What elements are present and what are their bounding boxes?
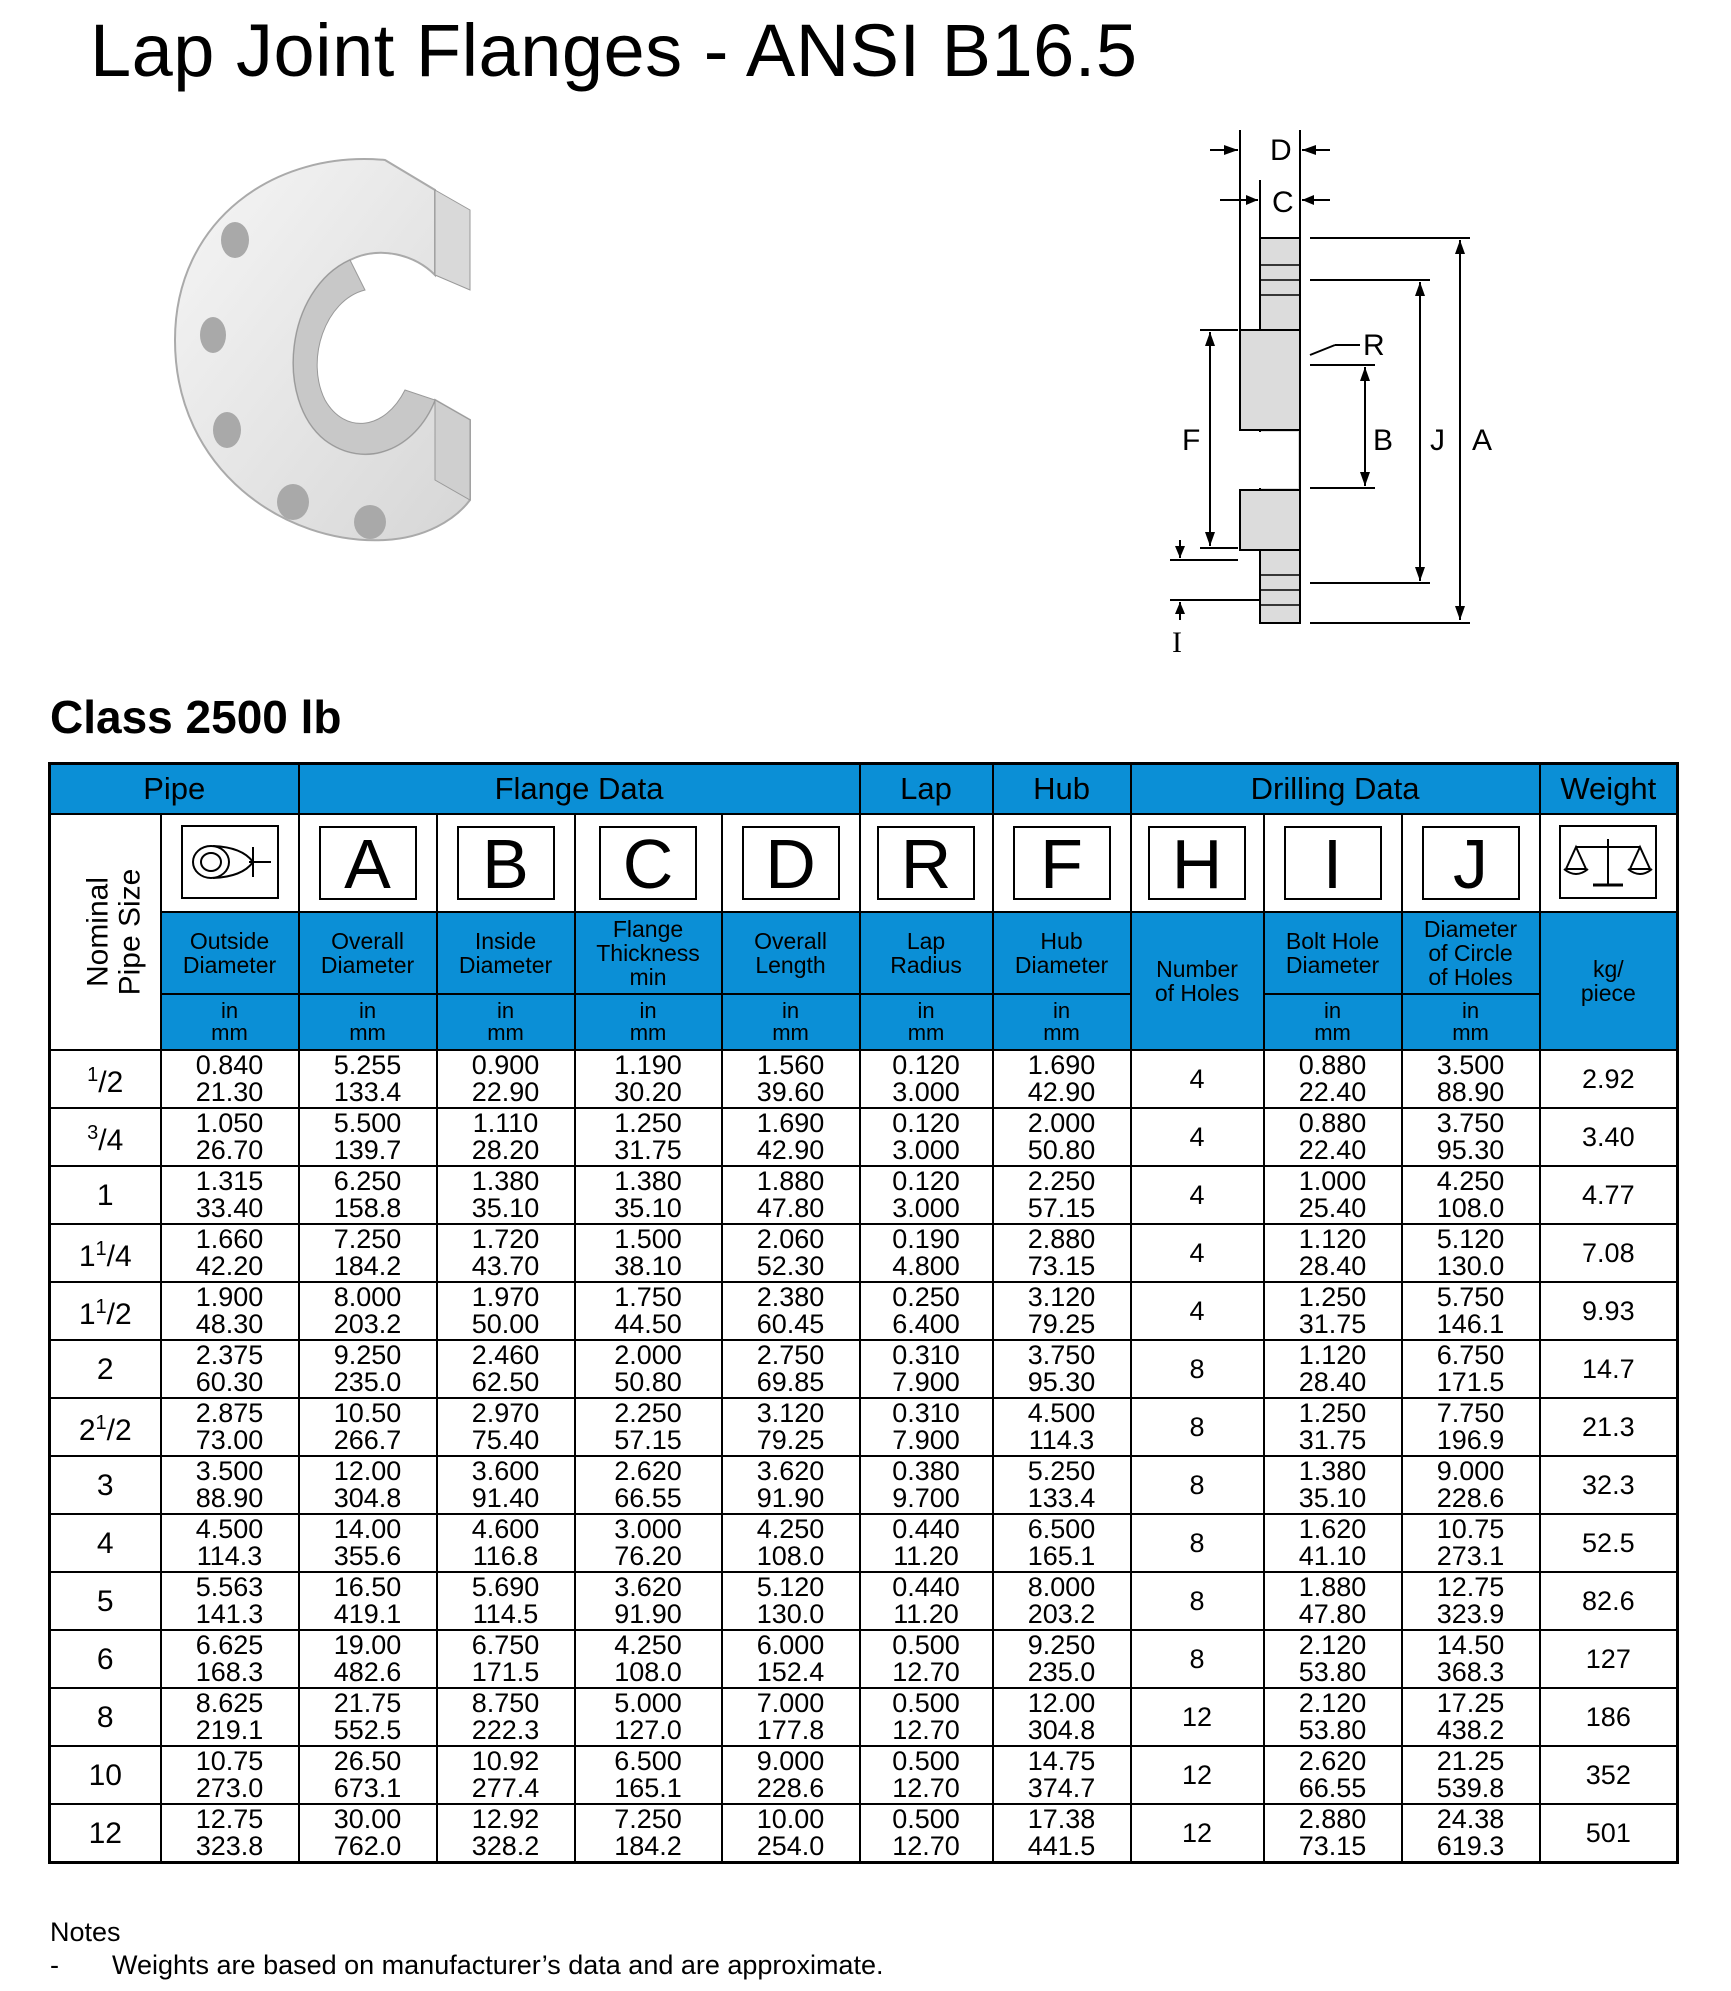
cell-kg: 21.3 (1540, 1398, 1678, 1456)
cell-i: 1.250 31.75 (1264, 1398, 1402, 1456)
cell-d: 1.560 39.60 (722, 1050, 860, 1108)
cell-h: 8 (1131, 1456, 1264, 1514)
cell-a: 26.50 673.1 (299, 1746, 437, 1804)
group-flange-data: Flange Data (299, 764, 860, 815)
table-row (50, 1630, 1678, 1688)
cell-h: 4 (1131, 1282, 1264, 1340)
cell-f: 9.250 235.0 (993, 1630, 1131, 1688)
table-row (50, 1572, 1678, 1630)
table-row (50, 1514, 1678, 1572)
cell-h: 8 (1131, 1630, 1264, 1688)
flange-data-table (48, 762, 1679, 1864)
cell-f: 12.00 304.8 (993, 1688, 1131, 1746)
class-title: Class 2500 lb (50, 691, 342, 743)
table-row (50, 1398, 1678, 1456)
cell-r: 0.190 4.800 (860, 1224, 993, 1282)
cell-nps: 2 (50, 1340, 161, 1398)
cell-od: 1.050 26.70 (161, 1108, 299, 1166)
cell-f: 8.000 203.2 (993, 1572, 1131, 1630)
symbol-j: J (1402, 814, 1540, 912)
unit-i: in mm (1264, 994, 1402, 1050)
cell-a: 19.00 482.6 (299, 1630, 437, 1688)
cell-i: 1.880 47.80 (1264, 1572, 1402, 1630)
cell-nps: $^3$/4 (50, 1108, 161, 1166)
unit-f: in mm (993, 994, 1131, 1050)
cell-kg: 501 (1540, 1804, 1678, 1863)
table-row (50, 1456, 1678, 1514)
cell-h: 8 (1131, 1340, 1264, 1398)
cell-r: 0.500 12.70 (860, 1746, 993, 1804)
cell-h: 4 (1131, 1224, 1264, 1282)
cell-nps: $1^1/4$ (50, 1224, 161, 1282)
cell-c: 1.190 30.20 (575, 1050, 722, 1108)
cell-j: 24.38 619.3 (1402, 1804, 1540, 1863)
cell-r: 0.500 12.70 (860, 1804, 993, 1863)
cell-i: 2.120 53.80 (1264, 1630, 1402, 1688)
cell-a: 16.50 419.1 (299, 1572, 437, 1630)
cell-od: 3.500 88.90 (161, 1456, 299, 1514)
cell-a: 8.000 203.2 (299, 1282, 437, 1340)
label-a: A (1472, 424, 1493, 457)
unit-b: in mm (437, 994, 575, 1050)
cell-a: 5.500 139.7 (299, 1108, 437, 1166)
cell-h: 12 (1131, 1688, 1264, 1746)
table-row (50, 1746, 1678, 1804)
cell-od: 2.375 60.30 (161, 1340, 299, 1398)
cell-r: 0.120 3.000 (860, 1050, 993, 1108)
cell-j: 3.500 88.90 (1402, 1050, 1540, 1108)
cell-j: 17.25 438.2 (1402, 1688, 1540, 1746)
cell-i: 1.120 28.40 (1264, 1224, 1402, 1282)
cell-od: 1.900 48.30 (161, 1282, 299, 1340)
cell-c: 1.500 38.10 (575, 1224, 722, 1282)
cell-j: 10.75 273.1 (1402, 1514, 1540, 1572)
cell-r: 0.310 7.900 (860, 1398, 993, 1456)
table-row (50, 1804, 1678, 1863)
nps-label-line1: Nominal (81, 876, 115, 988)
cell-h: 8 (1131, 1572, 1264, 1630)
cell-b: 1.970 50.00 (437, 1282, 575, 1340)
cell-b: 8.750 222.3 (437, 1688, 575, 1746)
desc-od: Outside Diameter (161, 912, 299, 994)
desc-b: Inside Diameter (437, 912, 575, 994)
cell-i: 0.880 22.40 (1264, 1050, 1402, 1108)
cell-i: 1.250 31.75 (1264, 1282, 1402, 1340)
cell-i: 2.880 73.15 (1264, 1804, 1402, 1863)
cell-d: 3.120 79.25 (722, 1398, 860, 1456)
cell-d: 4.250 108.0 (722, 1514, 860, 1572)
cell-h: 4 (1131, 1166, 1264, 1224)
symbol-c: C (575, 814, 722, 912)
symbol-r: R (860, 814, 993, 912)
cell-kg: 186 (1540, 1688, 1678, 1746)
cell-nps: 3 (50, 1456, 161, 1514)
cell-c: 3.620 91.90 (575, 1572, 722, 1630)
cell-a: 14.00 355.6 (299, 1514, 437, 1572)
unit-d: in mm (722, 994, 860, 1050)
table-row (50, 1050, 1678, 1108)
cell-f: 6.500 165.1 (993, 1514, 1131, 1572)
cell-d: 1.690 42.90 (722, 1108, 860, 1166)
cell-i: 1.380 35.10 (1264, 1456, 1402, 1514)
cell-b: 1.380 35.10 (437, 1166, 575, 1224)
flange-dimension-diagram (1160, 120, 1580, 670)
cell-od: 12.75 323.8 (161, 1804, 299, 1863)
label-c: C (1272, 186, 1294, 219)
cell-nps: 1 (50, 1166, 161, 1224)
cell-c: 1.750 44.50 (575, 1282, 722, 1340)
cell-nps: $^1$/2 (50, 1050, 161, 1108)
cell-c: 3.000 76.20 (575, 1514, 722, 1572)
cell-c: 1.380 35.10 (575, 1166, 722, 1224)
cell-a: 5.255 133.4 (299, 1050, 437, 1108)
symbol-pipe (161, 814, 299, 912)
cell-nps: 5 (50, 1572, 161, 1630)
symbol-f: F (993, 814, 1131, 912)
cell-f: 2.880 73.15 (993, 1224, 1131, 1282)
label-b: B (1373, 424, 1394, 457)
cell-c: 4.250 108.0 (575, 1630, 722, 1688)
cell-j: 21.25 539.8 (1402, 1746, 1540, 1804)
cell-f: 1.690 42.90 (993, 1050, 1131, 1108)
symbol-b: B (437, 814, 575, 912)
table-row (50, 1688, 1678, 1746)
notes (50, 1916, 883, 1982)
cell-h: 4 (1131, 1108, 1264, 1166)
cell-d: 2.060 52.30 (722, 1224, 860, 1282)
cell-nps: 6 (50, 1630, 161, 1688)
cell-f: 4.500 114.3 (993, 1398, 1131, 1456)
cell-j: 14.50 368.3 (1402, 1630, 1540, 1688)
cell-kg: 52.5 (1540, 1514, 1678, 1572)
cell-a: 10.50 266.7 (299, 1398, 437, 1456)
group-hub: Hub (993, 764, 1131, 815)
table-row (50, 1166, 1678, 1224)
cell-od: 8.625 219.1 (161, 1688, 299, 1746)
cell-od: 2.875 73.00 (161, 1398, 299, 1456)
cell-d: 10.00 254.0 (722, 1804, 860, 1863)
cell-kg: 14.7 (1540, 1340, 1678, 1398)
cell-c: 2.620 66.55 (575, 1456, 722, 1514)
cell-r: 0.310 7.900 (860, 1340, 993, 1398)
cell-d: 3.620 91.90 (722, 1456, 860, 1514)
cell-od: 0.840 21.30 (161, 1050, 299, 1108)
note-item: - Weights are based on manufacturer’s data and are approximate. (50, 1950, 884, 1980)
cell-r: 0.500 12.70 (860, 1630, 993, 1688)
desc-kg: kg/ piece (1540, 912, 1678, 1050)
cell-d: 2.380 60.45 (722, 1282, 860, 1340)
cell-h: 12 (1131, 1804, 1264, 1863)
cell-f: 17.38 441.5 (993, 1804, 1131, 1863)
desc-j: Diameter of Circle of Holes (1402, 912, 1540, 994)
cell-b: 2.460 62.50 (437, 1340, 575, 1398)
group-drilling-data: Drilling Data (1131, 764, 1540, 815)
cell-i: 1.620 41.10 (1264, 1514, 1402, 1572)
cell-nps: $1^1/2$ (50, 1282, 161, 1340)
cell-i: 1.120 28.40 (1264, 1340, 1402, 1398)
page-title: Lap Joint Flanges - ANSI B16.5 (90, 9, 1138, 92)
cell-kg: 3.40 (1540, 1108, 1678, 1166)
cell-d: 2.750 69.85 (722, 1340, 860, 1398)
cell-c: 2.250 57.15 (575, 1398, 722, 1456)
symbol-a: A (299, 814, 437, 912)
cell-i: 2.620 66.55 (1264, 1746, 1402, 1804)
cell-h: 12 (1131, 1746, 1264, 1804)
cell-f: 2.000 50.80 (993, 1108, 1131, 1166)
cell-nps: 10 (50, 1746, 161, 1804)
cell-r: 0.250 6.400 (860, 1282, 993, 1340)
cell-b: 6.750 171.5 (437, 1630, 575, 1688)
cell-kg: 7.08 (1540, 1224, 1678, 1282)
unit-c: in mm (575, 994, 722, 1050)
cell-j: 6.750 171.5 (1402, 1340, 1540, 1398)
cell-j: 7.750 196.9 (1402, 1398, 1540, 1456)
desc-c: Flange Thickness min (575, 912, 722, 994)
cell-r: 0.380 9.700 (860, 1456, 993, 1514)
notes-title: Notes (50, 1917, 121, 1947)
unit-j: in mm (1402, 994, 1540, 1050)
cell-kg: 352 (1540, 1746, 1678, 1804)
cell-b: 10.92 277.4 (437, 1746, 575, 1804)
desc-d: Overall Length (722, 912, 860, 994)
unit-r: in mm (860, 994, 993, 1050)
cell-c: 7.250 184.2 (575, 1804, 722, 1863)
cell-i: 1.000 25.40 (1264, 1166, 1402, 1224)
label-f: F (1182, 424, 1201, 457)
cell-od: 6.625 168.3 (161, 1630, 299, 1688)
cell-h: 8 (1131, 1514, 1264, 1572)
cell-j: 9.000 228.6 (1402, 1456, 1540, 1514)
cell-j: 5.750 146.1 (1402, 1282, 1540, 1340)
cell-a: 12.00 304.8 (299, 1456, 437, 1514)
cell-od: 10.75 273.0 (161, 1746, 299, 1804)
table-row (50, 1282, 1678, 1340)
pipe-icon (181, 825, 279, 899)
cell-nps: $2^1/2$ (50, 1398, 161, 1456)
cell-r: 0.440 11.20 (860, 1514, 993, 1572)
cell-kg: 127 (1540, 1630, 1678, 1688)
cell-f: 2.250 57.15 (993, 1166, 1131, 1224)
cell-nps: 4 (50, 1514, 161, 1572)
cell-a: 7.250 184.2 (299, 1224, 437, 1282)
table-row (50, 1108, 1678, 1166)
cell-b: 12.92 328.2 (437, 1804, 575, 1863)
cell-f: 3.120 79.25 (993, 1282, 1131, 1340)
cell-j: 5.120 130.0 (1402, 1224, 1540, 1282)
cell-h: 8 (1131, 1398, 1264, 1456)
flange-illustration (165, 150, 545, 550)
scale-icon (1559, 825, 1657, 899)
cell-i: 2.120 53.80 (1264, 1688, 1402, 1746)
cell-r: 0.440 11.20 (860, 1572, 993, 1630)
symbol-d: D (722, 814, 860, 912)
cell-f: 14.75 374.7 (993, 1746, 1131, 1804)
desc-h: Number of Holes (1131, 912, 1264, 1050)
cell-r: 0.120 3.000 (860, 1166, 993, 1224)
desc-r: Lap Radius (860, 912, 993, 994)
table-row (50, 1340, 1678, 1398)
label-j: J (1430, 424, 1445, 457)
symbol-weight (1540, 814, 1678, 912)
notes-list (50, 1949, 883, 1982)
group-pipe: Pipe (50, 764, 299, 815)
cell-b: 1.110 28.20 (437, 1108, 575, 1166)
group-lap: Lap (860, 764, 993, 815)
cell-a: 9.250 235.0 (299, 1340, 437, 1398)
cell-r: 0.120 3.000 (860, 1108, 993, 1166)
cell-od: 4.500 114.3 (161, 1514, 299, 1572)
cell-i: 0.880 22.40 (1264, 1108, 1402, 1166)
cell-b: 5.690 114.5 (437, 1572, 575, 1630)
cell-a: 21.75 552.5 (299, 1688, 437, 1746)
desc-a: Overall Diameter (299, 912, 437, 994)
symbol-i: I (1264, 814, 1402, 912)
cell-d: 9.000 228.6 (722, 1746, 860, 1804)
cell-b: 0.900 22.90 (437, 1050, 575, 1108)
nps-label (82, 869, 146, 996)
cell-b: 2.970 75.40 (437, 1398, 575, 1456)
cell-f: 3.750 95.30 (993, 1340, 1131, 1398)
cell-kg: 32.3 (1540, 1456, 1678, 1514)
table-row (50, 1224, 1678, 1282)
cell-h: 4 (1131, 1050, 1264, 1108)
cell-kg: 2.92 (1540, 1050, 1678, 1108)
cell-nps: 8 (50, 1688, 161, 1746)
cell-r: 0.500 12.70 (860, 1688, 993, 1746)
cell-kg: 82.6 (1540, 1572, 1678, 1630)
desc-f: Hub Diameter (993, 912, 1131, 994)
cell-nps: 12 (50, 1804, 161, 1863)
label-d: D (1270, 134, 1292, 167)
label-r: R (1363, 329, 1385, 362)
nps-header (50, 814, 161, 1050)
cell-d: 7.000 177.8 (722, 1688, 860, 1746)
cell-a: 30.00 762.0 (299, 1804, 437, 1863)
cell-b: 1.720 43.70 (437, 1224, 575, 1282)
unit-a: in mm (299, 994, 437, 1050)
symbol-h: H (1131, 814, 1264, 912)
cell-j: 4.250 108.0 (1402, 1166, 1540, 1224)
cell-od: 1.660 42.20 (161, 1224, 299, 1282)
cell-j: 3.750 95.30 (1402, 1108, 1540, 1166)
cell-od: 1.315 33.40 (161, 1166, 299, 1224)
cell-kg: 4.77 (1540, 1166, 1678, 1224)
cell-a: 6.250 158.8 (299, 1166, 437, 1224)
unit-od: in mm (161, 994, 299, 1050)
cell-c: 2.000 50.80 (575, 1340, 722, 1398)
cell-f: 5.250 133.4 (993, 1456, 1131, 1514)
cell-od: 5.563 141.3 (161, 1572, 299, 1630)
cell-d: 6.000 152.4 (722, 1630, 860, 1688)
cell-c: 6.500 165.1 (575, 1746, 722, 1804)
cell-d: 5.120 130.0 (722, 1572, 860, 1630)
cell-b: 3.600 91.40 (437, 1456, 575, 1514)
group-weight: Weight (1540, 764, 1678, 815)
cell-c: 1.250 31.75 (575, 1108, 722, 1166)
cell-j: 12.75 323.9 (1402, 1572, 1540, 1630)
label-i: I (1172, 626, 1182, 659)
desc-i: Bolt Hole Diameter (1264, 912, 1402, 994)
cell-c: 5.000 127.0 (575, 1688, 722, 1746)
nps-label-line2: Pipe Size (113, 868, 147, 996)
cell-d: 1.880 47.80 (722, 1166, 860, 1224)
cell-kg: 9.93 (1540, 1282, 1678, 1340)
cell-b: 4.600 116.8 (437, 1514, 575, 1572)
